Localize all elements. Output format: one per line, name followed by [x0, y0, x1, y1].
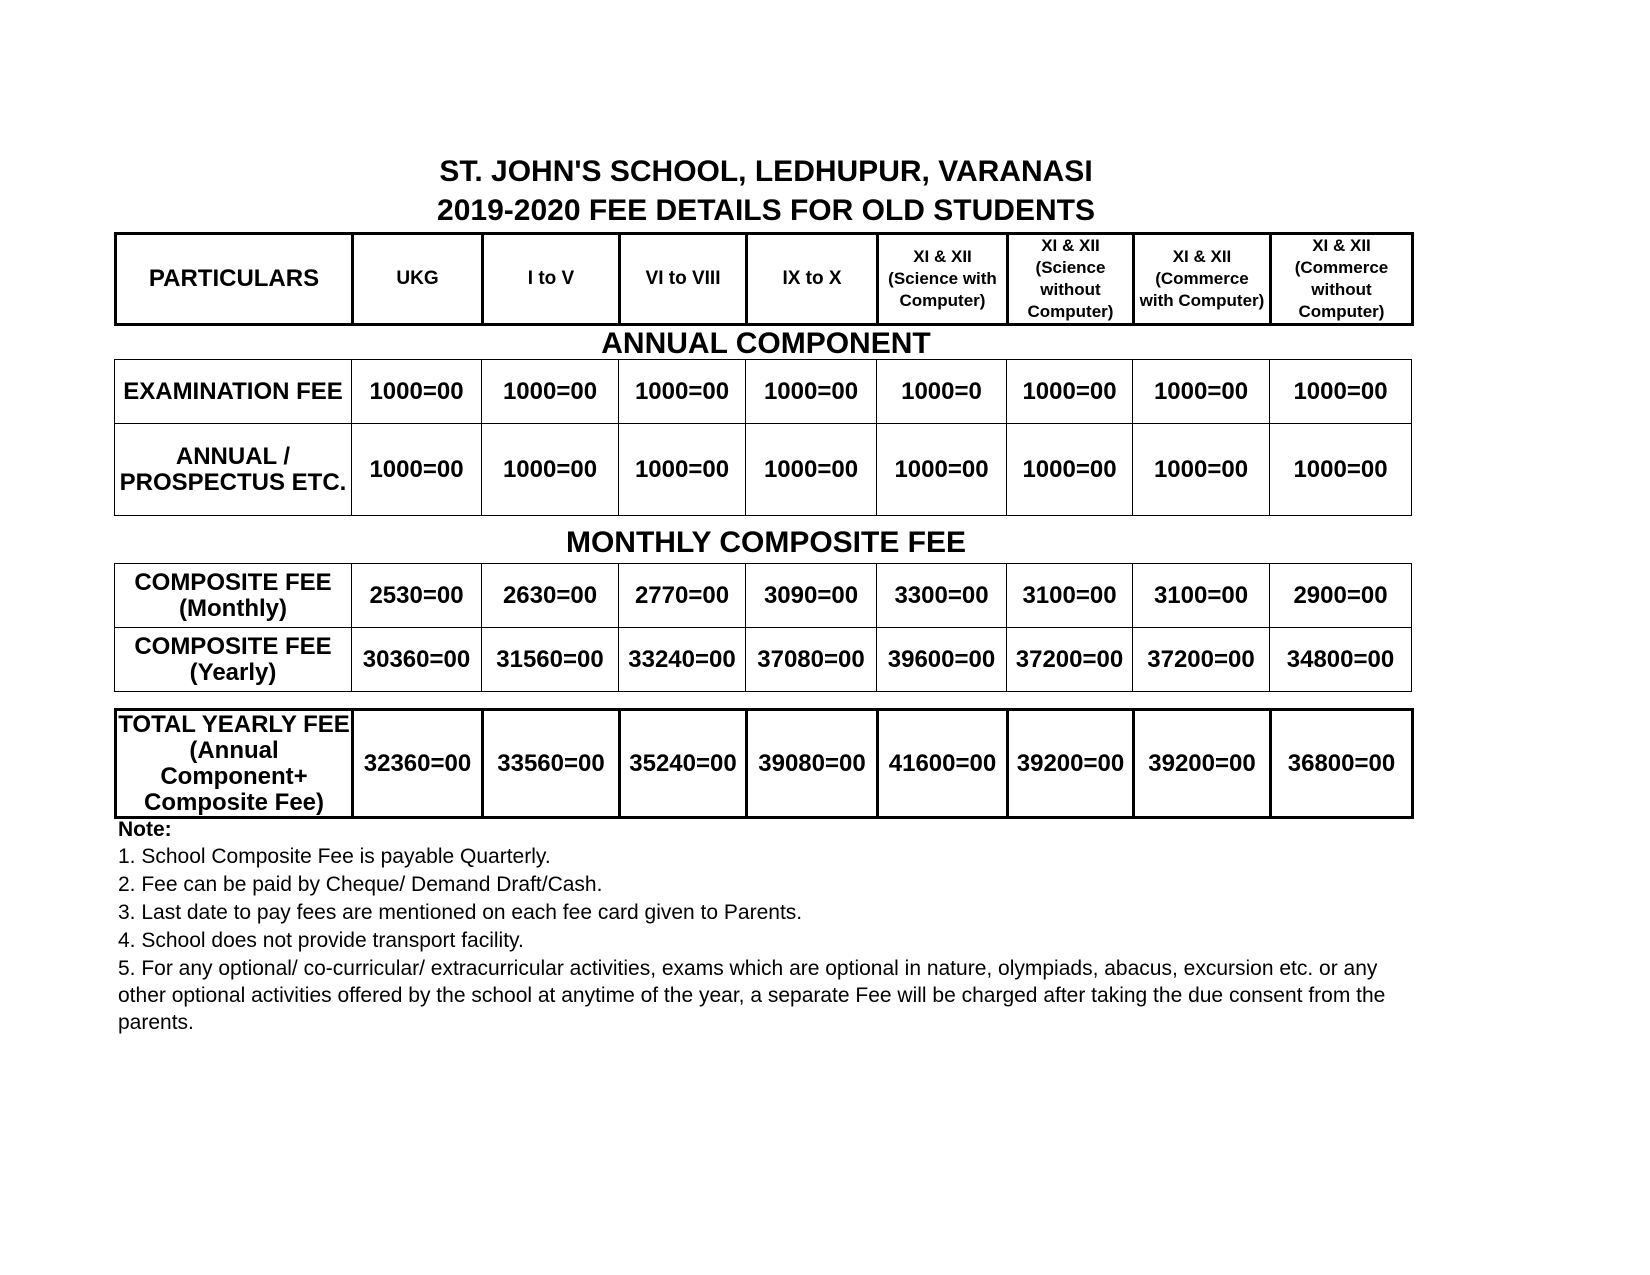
- total-yearly-fee-table: [114, 708, 1414, 819]
- fee-cell: 3300=00: [877, 564, 1007, 628]
- fee-cell: 1000=00: [619, 360, 746, 424]
- table-row: [115, 424, 1412, 516]
- fee-cell: 1000=00: [619, 424, 746, 516]
- table-row: [115, 628, 1412, 692]
- column-header-science-with-computer: XI & XII (Science with Computer): [878, 234, 1008, 325]
- fee-cell: 1000=00: [1270, 360, 1412, 424]
- fee-cell: 1000=0: [877, 360, 1007, 424]
- fee-cell: 37200=00: [1007, 628, 1133, 692]
- fee-header-table: [114, 232, 1414, 326]
- fee-cell: 1000=00: [1007, 360, 1133, 424]
- total-cell: 35240=00: [620, 710, 747, 818]
- fee-cell: 33240=00: [619, 628, 746, 692]
- total-cell: 39080=00: [747, 710, 878, 818]
- row-label-total-yearly-fee: TOTAL YEARLY FEE (Annual Component+ Composite Fee): [116, 710, 353, 818]
- monthly-composite-table: [114, 563, 1412, 692]
- notes-section: [118, 816, 1428, 1037]
- particulars-header: PARTICULARS: [116, 234, 353, 325]
- fee-cell: 37080=00: [746, 628, 877, 692]
- fee-cell: 2530=00: [352, 564, 482, 628]
- fee-cell: 3100=00: [1133, 564, 1270, 628]
- total-cell: 33560=00: [483, 710, 620, 818]
- column-header-i-to-v: I to V: [483, 234, 620, 325]
- column-header-science-without-computer: XI & XII (Science without Computer): [1008, 234, 1134, 325]
- total-cell: 41600=00: [878, 710, 1008, 818]
- fee-cell: 1000=00: [877, 424, 1007, 516]
- table-row: [115, 360, 1412, 424]
- fee-cell: 37200=00: [1133, 628, 1270, 692]
- fee-cell: 1000=00: [352, 360, 482, 424]
- fee-cell: 3090=00: [746, 564, 877, 628]
- fee-cell: 1000=00: [352, 424, 482, 516]
- fee-cell: 1000=00: [1133, 424, 1270, 516]
- notes-heading: Note:: [118, 818, 172, 841]
- column-header-ix-to-x: IX to X: [747, 234, 878, 325]
- fee-cell: 1000=00: [746, 360, 877, 424]
- row-label-composite-yearly: COMPOSITE FEE (Yearly): [115, 628, 352, 692]
- note-item: 3. Last date to pay fees are mentioned on each fee card given to Parents.: [118, 901, 803, 924]
- total-cell: 36800=00: [1271, 710, 1413, 818]
- table-row: [116, 710, 1413, 818]
- total-cell: 39200=00: [1134, 710, 1271, 818]
- fee-cell: 1000=00: [1133, 360, 1270, 424]
- fee-cell: 1000=00: [746, 424, 877, 516]
- fee-cell: 2900=00: [1270, 564, 1412, 628]
- fee-cell: 31560=00: [482, 628, 619, 692]
- document-subtitle: 2019-2020 FEE DETAILS FOR OLD STUDENTS: [437, 194, 1095, 227]
- table-row: [115, 564, 1412, 628]
- fee-cell: 2630=00: [482, 564, 619, 628]
- monthly-composite-heading: MONTHLY COMPOSITE FEE: [565, 526, 967, 559]
- total-cell: 39200=00: [1008, 710, 1134, 818]
- row-label-annual-prospectus: ANNUAL / PROSPECTUS ETC.: [115, 424, 352, 516]
- row-label-examination-fee: EXAMINATION FEE: [115, 360, 352, 424]
- fee-cell: 39600=00: [877, 628, 1007, 692]
- column-header-commerce-without-computer: XI & XII (Commerce without Computer): [1271, 234, 1413, 325]
- note-item: 2. Fee can be paid by Cheque/ Demand Draft/Cash.: [118, 873, 603, 896]
- column-header-vi-to-viii: VI to VIII: [620, 234, 747, 325]
- annual-component-heading: ANNUAL COMPONENT: [601, 327, 931, 360]
- row-label-composite-monthly: COMPOSITE FEE (Monthly): [115, 564, 352, 628]
- fee-cell: 1000=00: [1007, 424, 1133, 516]
- note-item: 4. School does not provide transport facility.: [118, 929, 524, 952]
- column-header-commerce-with-computer: XI & XII (Commerce with Computer): [1134, 234, 1271, 325]
- fee-cell: 3100=00: [1007, 564, 1133, 628]
- annual-component-table: [114, 359, 1412, 516]
- note-item: 5. For any optional/ co-curricular/ extracurricular activities, exams which are optional in nature, olympiads, abacus, excursion etc. or any other optional activities offered by the school at anytime of the year, a separate Fee will be charged after taking the due consent from the parents.: [118, 957, 1386, 1034]
- fee-cell: 1000=00: [482, 360, 619, 424]
- column-header-ukg: UKG: [353, 234, 483, 325]
- note-item: 1. School Composite Fee is payable Quarterly.: [118, 845, 551, 868]
- total-cell: 32360=00: [353, 710, 483, 818]
- fee-cell: 1000=00: [1270, 424, 1412, 516]
- fee-cell: 34800=00: [1270, 628, 1412, 692]
- fee-cell: 30360=00: [352, 628, 482, 692]
- fee-cell: 2770=00: [619, 564, 746, 628]
- document-title: ST. JOHN'S SCHOOL, LEDHUPUR, VARANASI: [439, 155, 1093, 188]
- fee-cell: 1000=00: [482, 424, 619, 516]
